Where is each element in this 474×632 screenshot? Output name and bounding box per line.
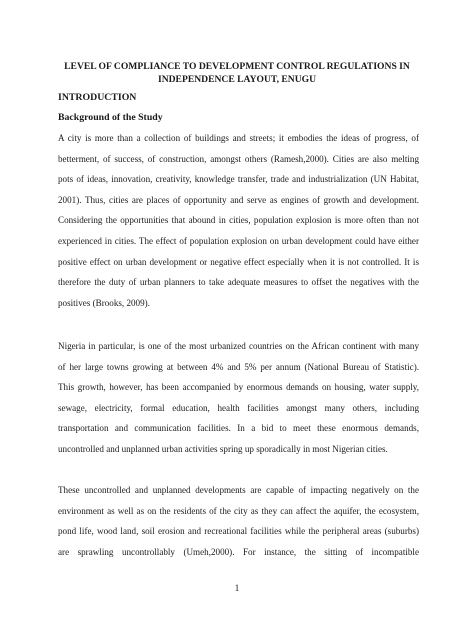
text-line: pots of ideas, innovation, creativity, knowledge transfer, trade and industrialization (UN Habitat, bbox=[58, 174, 419, 185]
title-line: INDEPENDENCE LAYOUT, ENUGU bbox=[157, 74, 317, 85]
paragraph bbox=[58, 128, 419, 313]
text-line: A city is more than a collection of buildings and streets; it embodies the ideas of progress, of bbox=[58, 133, 419, 143]
subsection-heading: Background of the Study bbox=[58, 112, 163, 123]
text-line: betterment, of success, of construction, amongst others (Ramesh,2000). Cities are also melting bbox=[58, 153, 419, 164]
text-line: sewage, electricity, formal education, health facilities amongst many others, including bbox=[58, 402, 419, 413]
text-line: 2001). Thus, cities are places of opportunity and serve as engines of growth and development. bbox=[58, 194, 419, 205]
page-number: 1 bbox=[234, 583, 240, 593]
text-line: Nigeria in particular, is one of the most urbanized countries on the African continent with many bbox=[58, 341, 419, 351]
text-line: positives (Brooks, 2009). bbox=[58, 297, 150, 308]
paragraph bbox=[58, 480, 419, 562]
text-line: Considering the opportunities that abound in cities, population explosion is more often than not bbox=[58, 215, 419, 226]
text-line: pond life, wood land, soil erosion and recreational facilities while the peripheral areas (suburbs) bbox=[58, 526, 419, 537]
text-line: uncontrolled and unplanned urban activities spring up sporadically in most Nigerian cities. bbox=[58, 443, 388, 454]
title-line: LEVEL OF COMPLIANCE TO DEVELOPMENT CONTROL REGULATIONS IN bbox=[64, 61, 410, 72]
text-line: This growth, however, has been accompanied by enormous demands on housing, water supply, bbox=[58, 382, 419, 393]
text-line: transportation and communication facilities. In a bid to meet these enormous demands, bbox=[58, 423, 419, 434]
text-line: environment as well as on the residents of the city as they can affect the aquifer, the ecosystem, bbox=[58, 505, 419, 516]
paragraph bbox=[58, 336, 419, 460]
text-line: These uncontrolled and unplanned developments are capable of impacting negatively on the bbox=[58, 485, 419, 495]
text-line: of her large towns growing at between 4% and 5% per annum (National Bureau of Statistic). bbox=[58, 361, 419, 372]
section-heading: INTRODUCTION bbox=[58, 92, 137, 103]
text-line: positive effect on urban development or negative effect especially when it is not controlled. It is bbox=[58, 256, 419, 267]
text-line: are sprawling uncontrollably (Umeh,2000). For instance, the sitting of incompatible bbox=[58, 546, 419, 557]
text-line: experienced in cities. The effect of population explosion on urban development could have either bbox=[58, 235, 419, 246]
text-line: therefore the duty of urban planners to take adequate measures to offset the negatives with the bbox=[58, 277, 419, 288]
document-title bbox=[40, 60, 434, 86]
